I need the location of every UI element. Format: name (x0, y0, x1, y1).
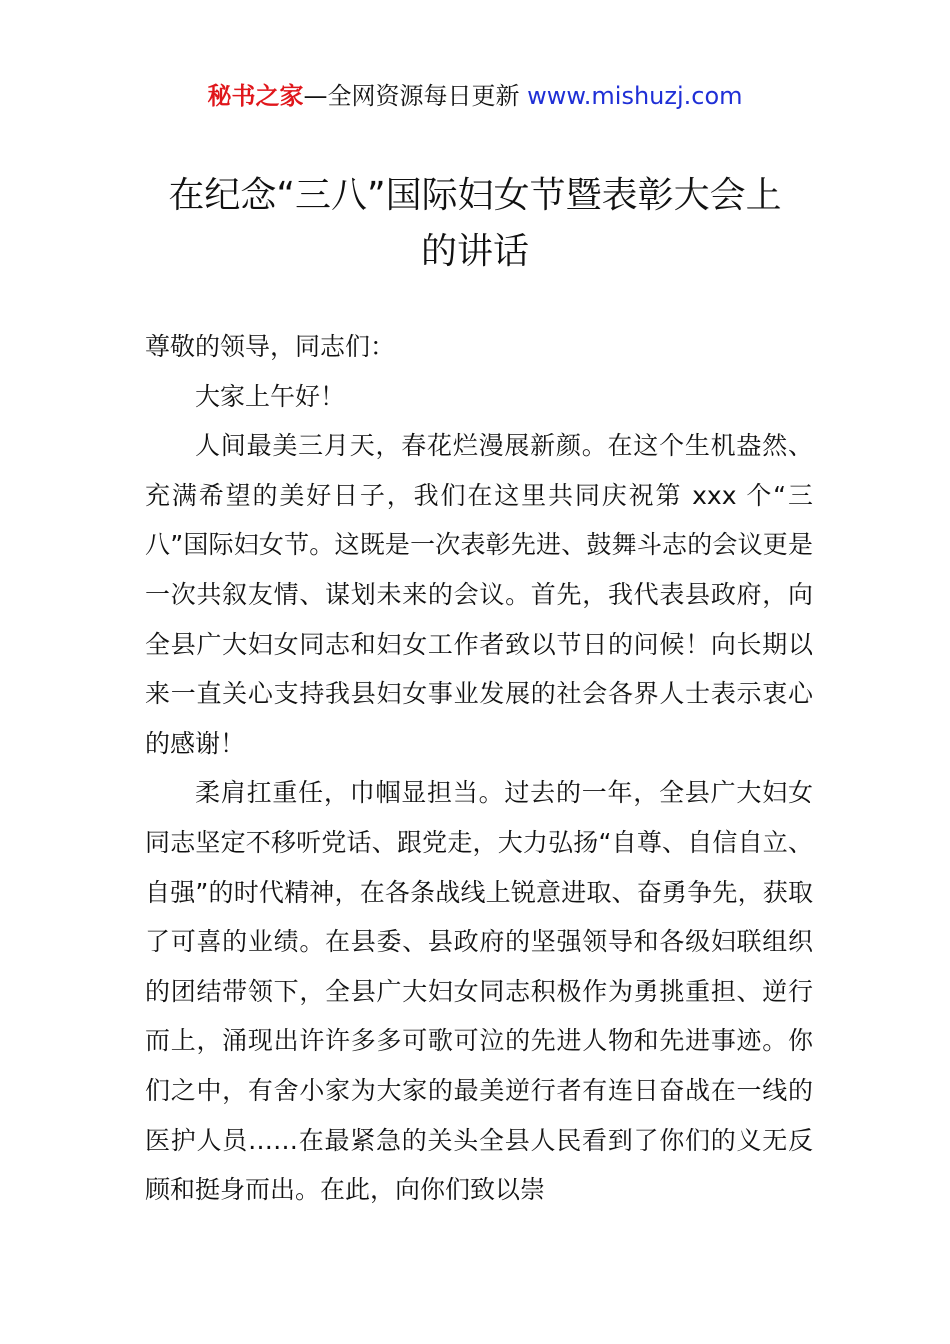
salutation: 尊敬的领导，同志们： (145, 332, 396, 361)
site-url[interactable]: www.mishuzj.com (527, 82, 743, 110)
body-paragraph: 人间最美三月天，春花烂漫展新颜。在这个生机盎然、充满希望的美好日子，我们在这里共同庆祝第 xxx 个“三八”国际妇女节。这既是一次表彰先进、鼓舞斗志的会议更是一次共叙友情、谋划未来的会议。首先，我代表县政府，向全县广大妇女同志和妇女工作者致以节日的问候！向长期以来一直关心支持我县妇女事业发展的社会各界人士表示衷心的感谢！ (145, 431, 813, 758)
brand-name: 秘书之家 (207, 82, 304, 110)
header-tagline: —全网资源每日更新 (303, 82, 520, 110)
body-paragraph: 柔肩扛重任，巾帼显担当。过去的一年，全县广大妇女同志坚定不移听党话、跟党走，大力弘扬“自尊、自信自立、自强”的时代精神，在各条战线上锐意进取、奋勇争先，获取了可喜的业绩。在县委、县政府的坚强领导和各级妇联组织的团结带领下，全县广大妇女同志积极作为勇挑重担、逆行而上，涌现出许许多多可歌可泣的先进人物和先进事迹。你们之中，有舍小家为大家的最美逆行者有连日奋战在一线的医护人员……在最紧急的关头全县人民看到了你们的义无反顾和挺身而出。在此，向你们致以崇 (145, 778, 813, 1205)
title-line-1: 在纪念“三八”国际妇女节暨表彰大会上 (168, 175, 782, 216)
title-line-2: 的讲话 (420, 231, 529, 272)
greeting-paragraph: 大家上午好！ (195, 381, 346, 411)
document-title (0, 168, 950, 280)
document-body (145, 322, 813, 1215)
site-header (0, 80, 950, 112)
